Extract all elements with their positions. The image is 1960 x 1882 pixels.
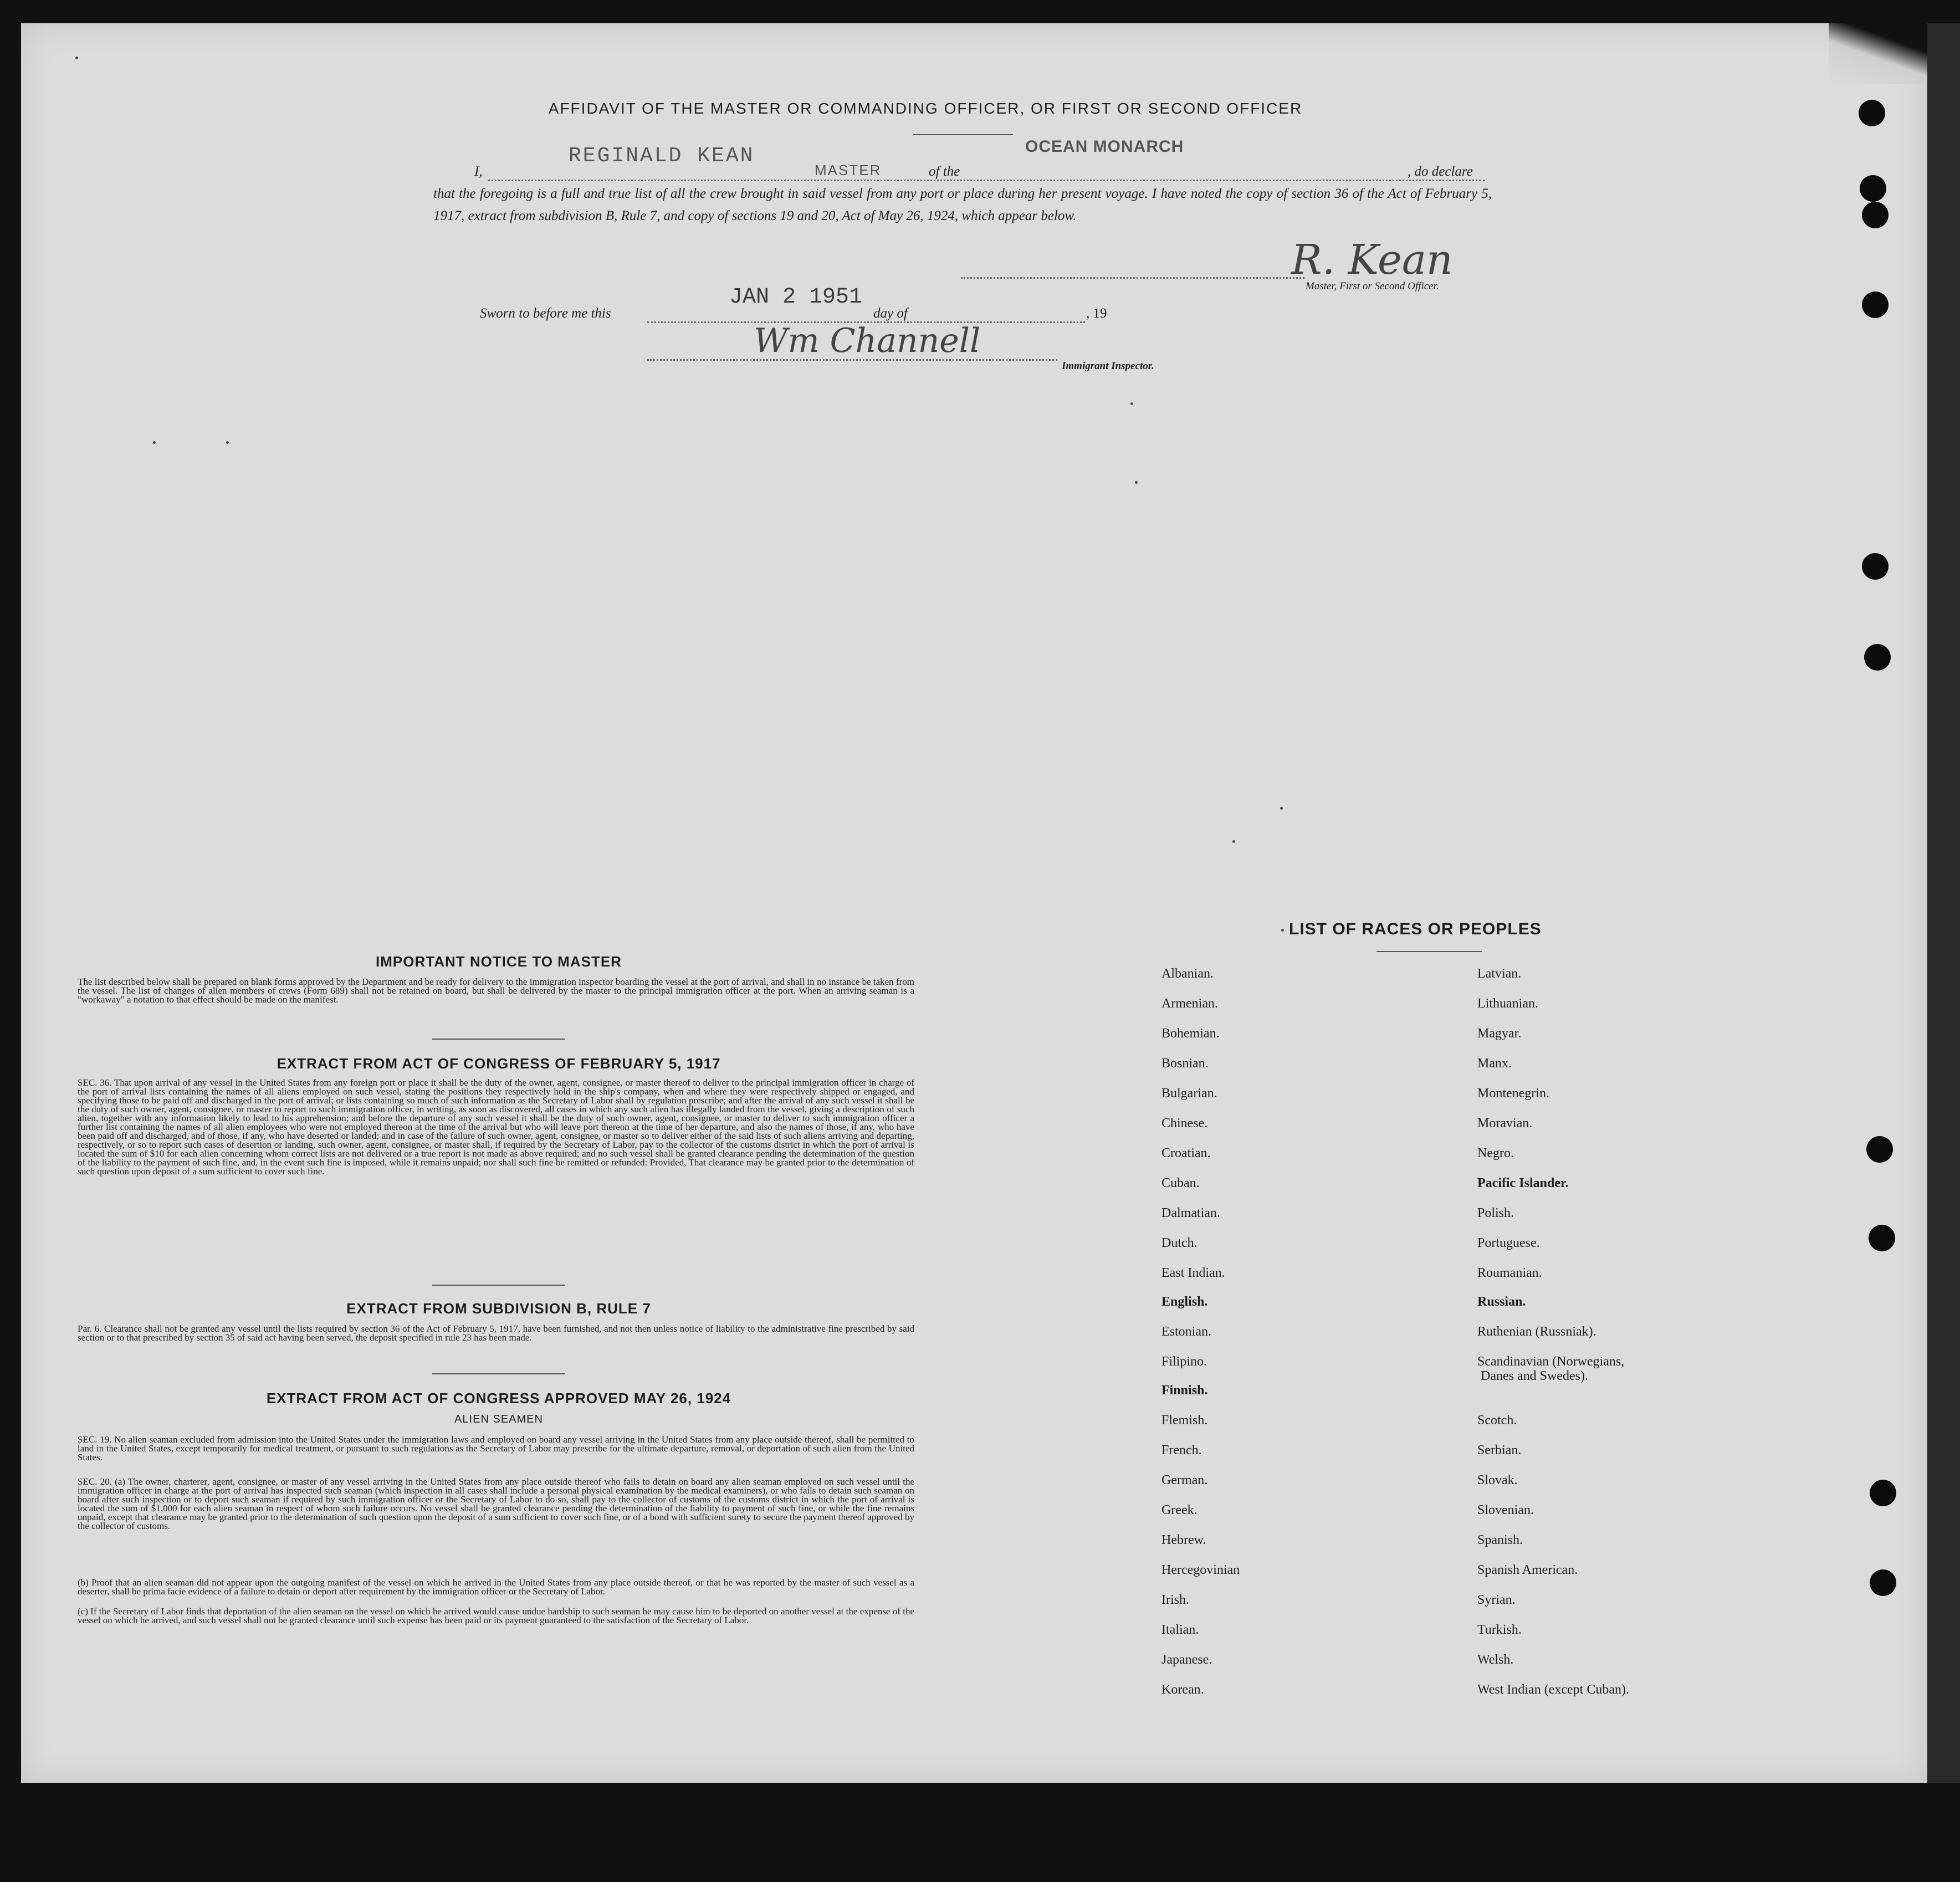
races-title: LIST OF RACES OR PEOPLES (1289, 920, 1542, 938)
master-rank: MASTER (815, 162, 882, 178)
divider (1376, 951, 1482, 952)
inspector-signature: Wm Channell (754, 321, 981, 360)
speck (75, 57, 78, 59)
divider (432, 1285, 565, 1286)
punch-hole (1860, 175, 1886, 202)
year-prefix: , 19 (1086, 306, 1107, 321)
speck (153, 441, 156, 444)
speck (1281, 929, 1284, 932)
race-item: Flemish. (1161, 1413, 1208, 1428)
title-divider (913, 134, 1013, 135)
extract-1924-subheading: ALIEN SEAMEN (454, 1413, 543, 1425)
race-item: Russian. (1477, 1295, 1526, 1309)
affidavit-title: AFFIDAVIT OF THE MASTER OR COMMANDING OFFICER, OR FIRST OR SECOND OFFICER (548, 100, 1303, 117)
race-item: Polish. (1477, 1206, 1514, 1220)
race-item: Latvian. (1477, 966, 1522, 981)
race-item: Welsh. (1477, 1653, 1514, 1667)
do-declare-label: , do declare (1408, 164, 1473, 179)
notice-heading: IMPORTANT NOTICE TO MASTER (376, 953, 622, 970)
divider (432, 1039, 565, 1040)
race-item: Serbian. (1477, 1443, 1522, 1457)
divider (432, 1373, 565, 1374)
race-item: Filipino. (1161, 1354, 1207, 1369)
race-item: French. (1161, 1443, 1202, 1457)
race-item: Armenian. (1161, 996, 1218, 1011)
vessel-name: OCEAN MONARCH (1025, 137, 1184, 156)
race-item: Pacific Islander. (1477, 1176, 1569, 1190)
race-item: German. (1161, 1473, 1208, 1487)
race-item: Manx. (1477, 1056, 1512, 1071)
race-item: Montenegrin. (1477, 1086, 1549, 1101)
race-item: Albanian. (1161, 966, 1214, 981)
punch-hole (1870, 1480, 1896, 1506)
speck (1280, 807, 1283, 810)
speck (1130, 402, 1133, 405)
race-item: Roumanian. (1477, 1266, 1542, 1280)
punch-hole (1869, 1225, 1895, 1251)
extract-1924-heading: EXTRACT FROM ACT OF CONGRESS APPROVED MAY 26, 1924 (266, 1390, 731, 1407)
race-item: West Indian (except Cuban). (1477, 1682, 1629, 1697)
affidavit-i: I, (474, 164, 483, 179)
race-item: Scandinavian (Norwegians, (1477, 1354, 1625, 1369)
punch-hole (1870, 1569, 1896, 1596)
extract-rule7-text: Par. 6. Clearance shall not be granted any vessel until the lists required by section 36 of the Act of February 5, 1917, have been furnished, and not then unless notice of liability to the administrative fine prescribed by said section or to that prescribed by section 35 of said act having been served, the deposit specified in rule 23 has been made. (78, 1323, 914, 1343)
affidavit-body: that the foregoing is a full and true list of all the crew brought in said vessel from any port or place during her present voyage. I have noted the copy of section 36 of the Act of February 5, 1917, extract from subdivision B, Rule 7, and copy of sections 19 and 20, Act of May 26, 1924, which appear below. (433, 186, 1492, 223)
race-item: Hercegovinian (1161, 1563, 1240, 1577)
sec-20a-text: SEC. 20. (a) The owner, charterer, agent, consignee, or master of any vessel arriving in the United States from any place outside thereof who fails to detain on board any alien seaman employed on such vessel until the immigration officer in charge at the port of arrival has inspected such seaman (which inspection in all cases shall include a personal physical examination by the medical examiners), or who fails to detain such seaman on board after such inspection or to deport such seaman if required by such immigration officer or the Secretary of Labor to do so, shall pay to the collector of customs of the customs district in which the port of arrival is located the sum of $1,000 for each alien seaman in respect of whom such failure occurs. No vessel shall be granted clearance pending the determination of the liability to payment of such fine, or while the fine remains unpaid, except that clearance may be granted prior to the determination of such question upon the deposit of a sum sufficient to cover such fine, or of a bond with sufficient surety to secure the payment thereof approved by the collector of customs. (78, 1476, 914, 1531)
race-item: Korean. (1161, 1682, 1204, 1697)
race-item: Turkish. (1477, 1623, 1522, 1637)
torn-corner (1829, 23, 1927, 84)
punch-hole (1859, 100, 1885, 126)
race-item: Estonian. (1161, 1324, 1211, 1339)
race-item: Hebrew. (1161, 1533, 1206, 1547)
affidavit-line-1 (488, 180, 1485, 181)
race-item: Magyar. (1477, 1026, 1522, 1041)
sworn-prefix: Sworn to before me this (480, 306, 611, 321)
sec-20b-text: (b) Proof that an alien seaman did not appear upon the outgoing manifest of the vessel on which he arrived in the United States from any place outside thereof, or that he was reported by the master of such vessel as a deserter, shall be prima facie evidence of a failure to detain or deport after requirement by the immigration officer or the Secretary of Labor. (78, 1577, 914, 1597)
race-item: Finnish. (1161, 1383, 1208, 1398)
race-item: Portuguese. (1477, 1236, 1540, 1250)
race-item: East Indian. (1161, 1266, 1225, 1280)
race-item: Slovenian. (1477, 1503, 1534, 1517)
race-item: Moravian. (1477, 1116, 1533, 1131)
race-item: Croatian. (1161, 1146, 1211, 1160)
race-item: Irish. (1161, 1593, 1189, 1607)
race-item: Dutch. (1161, 1236, 1198, 1250)
race-item: Chinese. (1161, 1116, 1208, 1131)
race-item: Lithuanian. (1477, 996, 1538, 1011)
speck (1232, 840, 1235, 843)
extract-1917-heading: EXTRACT FROM ACT OF CONGRESS OF FEBRUARY 5, 1917 (277, 1055, 721, 1072)
day-of-label: day of (873, 306, 908, 321)
speck (1135, 481, 1138, 484)
master-name: REGINALD KEAN (569, 144, 755, 168)
race-item: Greek. (1161, 1503, 1198, 1517)
inspector-label: Immigrant Inspector. (1062, 360, 1154, 372)
signature-line (961, 277, 1304, 279)
speck (226, 441, 229, 444)
race-item: Scotch. (1477, 1413, 1517, 1428)
sec-20c-text: (c) If the Secretary of Labor finds that deportation of the alien seaman on the vessel on which he arrived would cause undue hardship to such seaman he may cause him to be deported on another vessel at the expense of the vessel on which he arrived, and such vessel shall not be granted clearance until such expense has been paid or its payment guaranteed to the satisfaction of the Secretary of Labor. (78, 1606, 914, 1625)
race-item: Danes and Swedes). (1481, 1369, 1588, 1383)
signature-label: Master, First or Second Officer. (1306, 280, 1439, 292)
race-item: Bulgarian. (1161, 1086, 1217, 1101)
race-item: Italian. (1161, 1623, 1199, 1637)
extract-rule7-heading: EXTRACT FROM SUBDIVISION B, RULE 7 (346, 1300, 651, 1317)
race-item: Ruthenian (Russniak). (1477, 1324, 1596, 1339)
punch-hole (1862, 202, 1889, 228)
race-item: Japanese. (1161, 1653, 1212, 1667)
date-stamp: JAN 2 1951 (729, 285, 863, 310)
race-item: Cuban. (1161, 1176, 1200, 1190)
page-edge-shadow (1927, 23, 1960, 1783)
race-item: Bosnian. (1161, 1056, 1209, 1071)
punch-hole (1862, 553, 1889, 580)
race-item: Slovak. (1477, 1473, 1518, 1487)
notice-text: The list described below shall be prepared on blank forms approved by the Department and be ready for delivery to the immigration inspector boarding the vessel at the port of arrival, and shall in no instance be taken from the vessel. The list of changes of alien members of crews (Form 689) shall not be retained on board, but shall be delivered by the master to the principal immigration officer at the port. When an arriving seaman is a "workaway" a notation to that effect should be made on the manifest. (78, 976, 914, 1005)
race-item: Negro. (1477, 1146, 1514, 1160)
race-item: Bohemian. (1161, 1026, 1220, 1041)
punch-hole (1862, 291, 1889, 318)
master-signature: R. Kean (1291, 236, 1453, 284)
punch-hole (1866, 1136, 1893, 1163)
race-item: Dalmatian. (1161, 1206, 1220, 1220)
race-item: English. (1161, 1295, 1208, 1309)
of-the-label: of the (929, 164, 960, 179)
sec-19-text: SEC. 19. No alien seaman excluded from admission into the United States under the immigration laws and employed on board any vessel arriving in the United States from any place outside thereof, shall be permitted to land in the United States, except temporarily for medical treatment, or pursuant to such regulations as the Secretary of Labor may prescribe for the ultimate departure, removal, or deportation of such alien from the United States. (78, 1434, 914, 1462)
extract-1917-text: SEC. 36. That upon arrival of any vessel in the United States from any foreign port or place it shall be the duty of the owner, agent, consignee, or master thereof to deliver to the principal immigration officer in charge of the port of arrival lists containing the names of all aliens employed on such vessel, stating the positions they respectively hold in the ship's company, when and where they were respectively shipped or engaged, and specifying those to be paid off and discharged in the port of arrival; or lists containing so much of such information as the Secretary of Labor shall by regulation prescribe; and after the arrival of any such vessel it shall be the duty of such owner, agent, consignee, or master to report to such immigration officer, in writing, as soon as discovered, all cases in which any such alien has illegally landed from the vessel, giving a description of such alien, together with any information likely to lead to his apprehension; and before the departure of any such vessel it shall be the duty of such owner, agent, consignee, or master to deliver to such immigration officer a further list containing the names of all alien employees who were not employed thereon at the time of the arrival but who will leave port thereon at the time of her departure, and also the names of those, if any, who have been paid off and discharged, and of those, if any, who have deserted or landed; and in case of the failure of such owner, agent, consignee, or master so to deliver either of the said lists of such aliens arriving and departing, respectively, or so to report such cases of desertion or landing, such owner, agent, consignee, or master shall, if required by the Secretary of Labor, pay to the collector of the customs district in which the port of arrival is located the sum of $10 for each alien concerning whom correct lists are not delivered or a true report is not made as above required; and no such vessel shall be granted clearance pending the determination of the question of the liability to the payment of such fine, and, in the event such fine is imposed, while it remains unpaid; nor shall such fine be remitted or refunded: Provided, That clearance may be granted prior to the determination of such question upon deposit of a sum sufficient to cover such fine. (78, 1077, 914, 1177)
race-item: Spanish. (1477, 1533, 1523, 1547)
race-item: Syrian. (1477, 1593, 1516, 1607)
punch-hole (1864, 644, 1891, 671)
race-item: Spanish American. (1477, 1563, 1578, 1577)
